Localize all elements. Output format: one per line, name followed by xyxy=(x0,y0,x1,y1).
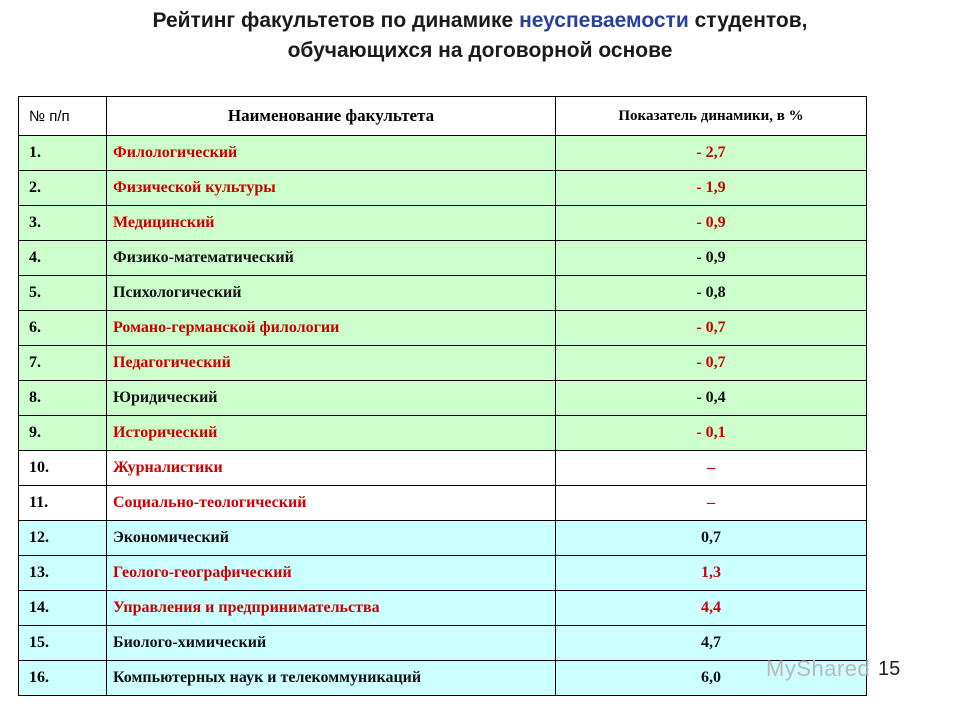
dynamics-value: 4,7 xyxy=(556,626,867,661)
row-number: 9. xyxy=(19,416,107,451)
faculty-name: Исторический xyxy=(107,416,556,451)
table-row xyxy=(19,521,867,556)
row-number: 4. xyxy=(19,241,107,276)
table-row xyxy=(19,626,867,661)
dynamics-value: - 2,7 xyxy=(556,136,867,171)
table-row xyxy=(19,241,867,276)
faculty-name: Физической культуры xyxy=(107,171,556,206)
row-number: 11. xyxy=(19,486,107,521)
header-dynamics: Показатель динамики, в % xyxy=(556,97,867,136)
table-row xyxy=(19,451,867,486)
table-row xyxy=(19,661,867,696)
table-row xyxy=(19,416,867,451)
dynamics-value: - 0,7 xyxy=(556,311,867,346)
table-row xyxy=(19,136,867,171)
row-number: 6. xyxy=(19,311,107,346)
table-row xyxy=(19,276,867,311)
faculty-name: Экономический xyxy=(107,521,556,556)
row-number: 3. xyxy=(19,206,107,241)
watermark-logo: MyShared xyxy=(766,656,871,681)
row-number: 8. xyxy=(19,381,107,416)
page-number: 15 xyxy=(878,658,901,680)
row-number: 14. xyxy=(19,591,107,626)
title-line-2: обучающихся на договорной основе xyxy=(287,39,673,62)
table-row xyxy=(19,381,867,416)
dynamics-value: – xyxy=(556,451,867,486)
dynamics-value: - 0,8 xyxy=(556,276,867,311)
faculty-name: Компьютерных наук и телекоммуникаций xyxy=(107,661,556,696)
row-number: 1. xyxy=(19,136,107,171)
table-header-row xyxy=(19,97,867,136)
faculty-name: Управления и предпринимательства xyxy=(107,591,556,626)
dynamics-value: - 1,9 xyxy=(556,171,867,206)
faculty-rating-table xyxy=(18,96,867,696)
title-suffix: студентов, xyxy=(688,9,808,32)
dynamics-value: - 0,9 xyxy=(556,206,867,241)
table-row xyxy=(19,591,867,626)
header-number: № п/п xyxy=(19,97,107,136)
row-number: 15. xyxy=(19,626,107,661)
title-prefix: Рейтинг факультетов по динамике xyxy=(152,9,520,32)
faculty-name: Биолого-химический xyxy=(107,626,556,661)
title-highlight: неуспеваемости xyxy=(519,9,689,32)
table-row xyxy=(19,206,867,241)
row-number: 7. xyxy=(19,346,107,381)
faculty-name: Филологический xyxy=(107,136,556,171)
row-number: 12. xyxy=(19,521,107,556)
page-title xyxy=(0,6,960,66)
faculty-name: Социально-теологический xyxy=(107,486,556,521)
dynamics-value: - 0,7 xyxy=(556,346,867,381)
table-row xyxy=(19,556,867,591)
faculty-name: Юридический xyxy=(107,381,556,416)
table-row xyxy=(19,486,867,521)
faculty-name: Педагогический xyxy=(107,346,556,381)
dynamics-value: 0,7 xyxy=(556,521,867,556)
row-number: 16. xyxy=(19,661,107,696)
dynamics-value: 1,3 xyxy=(556,556,867,591)
header-faculty-name: Наименование факультета xyxy=(107,97,556,136)
dynamics-value: – xyxy=(556,486,867,521)
table-row xyxy=(19,311,867,346)
dynamics-value: 6,0 xyxy=(556,661,867,696)
dynamics-value: 4,4 xyxy=(556,591,867,626)
row-number: 2. xyxy=(19,171,107,206)
faculty-name: Медицинский xyxy=(107,206,556,241)
row-number: 10. xyxy=(19,451,107,486)
row-number: 13. xyxy=(19,556,107,591)
faculty-name: Романо-германской филологии xyxy=(107,311,556,346)
row-number: 5. xyxy=(19,276,107,311)
dynamics-value: - 0,1 xyxy=(556,416,867,451)
table-row xyxy=(19,346,867,381)
title-line-1 xyxy=(0,6,960,36)
faculty-name: Психологический xyxy=(107,276,556,311)
table-row xyxy=(19,171,867,206)
faculty-name: Журналистики xyxy=(107,451,556,486)
dynamics-value: - 0,4 xyxy=(556,381,867,416)
faculty-name: Геолого-географический xyxy=(107,556,556,591)
faculty-name: Физико-математический xyxy=(107,241,556,276)
dynamics-value: - 0,9 xyxy=(556,241,867,276)
